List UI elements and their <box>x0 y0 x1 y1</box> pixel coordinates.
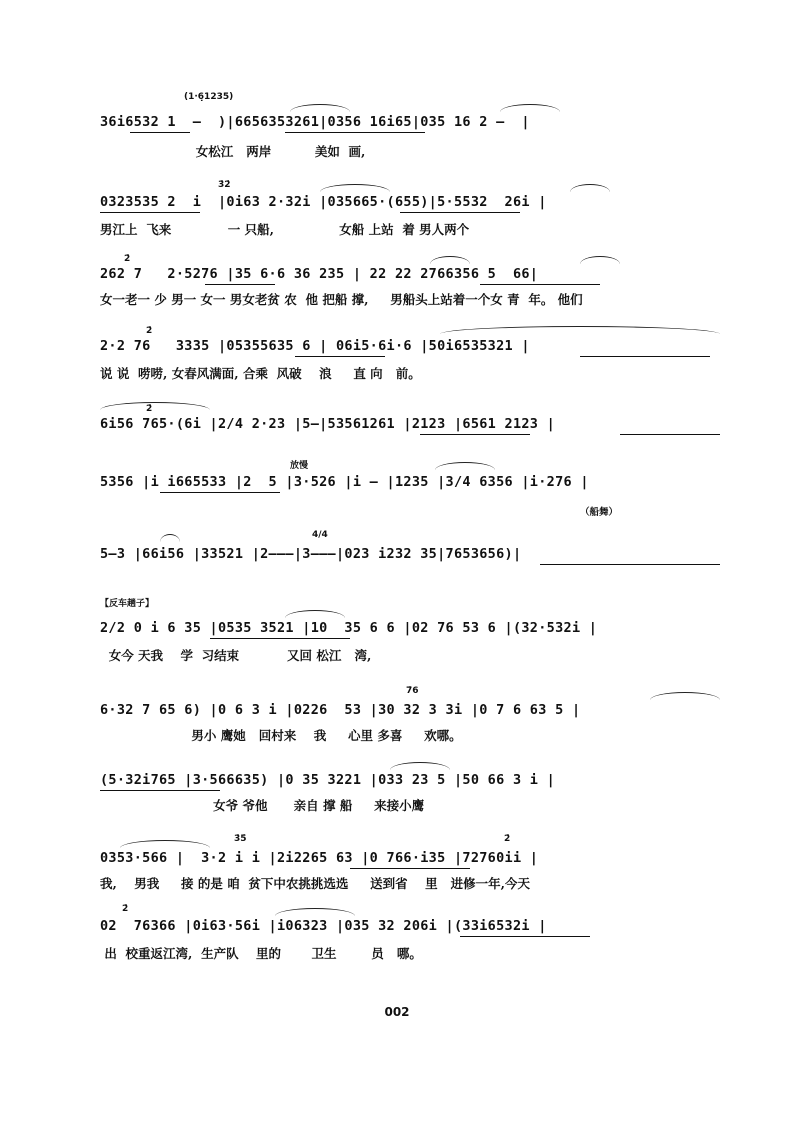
beam-line <box>160 492 280 493</box>
slur-mark <box>650 692 720 700</box>
beam-line <box>540 564 720 565</box>
notation-annotation: (1·6̣1235) <box>184 92 234 102</box>
beam-line <box>620 434 720 435</box>
lyric-line: 出 校重返江湾, 生产队 里的 卫生 员 哪。 <box>100 946 422 961</box>
notation-annotation: 2̇ <box>122 904 129 914</box>
section-marker: 【反车趟子】 <box>100 599 155 609</box>
lyric-line: 女今 天我 学 习结束 又回 松江 湾, <box>100 648 372 663</box>
slur-mark <box>440 326 720 334</box>
notation-annotation: 7̇6 <box>406 686 419 696</box>
notation-annotation: 3̇2̇ <box>218 180 231 190</box>
section-label: （船舞） <box>580 507 619 518</box>
slur-mark <box>570 184 610 192</box>
notation-line: 262 7 2·5276 |35 6·6 36 235 | 22 22 2766356 5 66| <box>100 266 539 282</box>
notation-annotation: 2̇ <box>124 254 131 264</box>
slur-mark <box>320 184 390 192</box>
lyric-line: 男小 鹰她 回村来 我 心里 多喜 欢哪。 <box>100 728 462 743</box>
notation-annotation: 2̇ <box>146 326 153 336</box>
slur-mark <box>500 104 560 112</box>
notation-line: 0353·566 | 3·2 i i |2i2265 63 |0 766·i35 |72760ii | <box>100 850 539 866</box>
lyric-line: 我, 男我 接 的是 咱 贫下中农挑挑选选 送到省 里 进修一年,今天 <box>100 876 530 891</box>
notation-line: 6·32 7 65 6) |0 6 3 i |0226 53 |30 32 3 3i |0 7 6 63 5 | <box>100 702 581 718</box>
notation-annotation: 3̇5̇ <box>234 834 247 844</box>
beam-line <box>350 868 470 869</box>
notation-line: 6i56 765·(6i |2/4 2·23 |5–|53561261 |2123 |6561 2123 | <box>100 416 556 432</box>
slur-mark <box>435 462 495 470</box>
notation-line: 36i6532 1 – )|6656353261|0356 16i65|035 16 2 – | <box>100 114 530 130</box>
slur-mark <box>100 402 210 410</box>
slur-mark <box>275 908 355 916</box>
slur-mark <box>430 256 470 264</box>
slur-mark <box>290 104 350 112</box>
notation-annotation: 2̇ <box>146 404 153 414</box>
notation-annotation: 放慢 <box>290 461 309 471</box>
beam-line <box>295 356 385 357</box>
lyric-line: 男江上 飞来 一 只船, 女船 上站 着 男人两个 <box>100 222 470 237</box>
notation-line: 2·2 76 3335 |05355635 6 | 06i5·6i·6 |50i6535321 | <box>100 338 530 354</box>
lyric-line: 说 说 唠唠, 女春风满面, 合乘 风破 浪 直 向 前。 <box>100 366 421 381</box>
beam-line <box>285 132 425 133</box>
notation-line: 02 76366 |0i63·56i |i06323 |035 32 206i |(33i6532i | <box>100 918 547 934</box>
beam-line <box>400 212 520 213</box>
notation-line: (5·32i765 |3·566635) |0 35 3221 |033 23 5 |50 66 3 i | <box>100 772 556 788</box>
slur-mark <box>160 534 180 542</box>
beam-line <box>460 936 590 937</box>
notation-annotation: 2̇ <box>504 834 511 844</box>
slur-mark <box>390 762 450 770</box>
notation-line: 5356 |i i665533 |2 5 |3·526 |i – |1235 |3/4 6356 |i·276 | <box>100 474 589 490</box>
beam-line <box>210 638 350 639</box>
lyric-line: 女松江 两岸 美如 画, <box>100 144 366 159</box>
beam-line <box>100 790 220 791</box>
lyric-line: 女爷 爷他 亲自 撑 船 来接小鹰 <box>100 798 425 813</box>
slur-mark <box>580 256 620 264</box>
page-number: 002 <box>384 1005 410 1019</box>
beam-line <box>130 132 190 133</box>
beam-line <box>480 284 600 285</box>
lyric-line: 女一老一 少 男一 女一 男女老贫 农 他 把船 撑, 男船头上站着一个女 青 年。 他们 <box>100 292 583 307</box>
beam-line <box>205 284 275 285</box>
beam-line <box>100 212 200 213</box>
slur-mark <box>285 610 345 618</box>
notation-annotation: 4/4 <box>312 530 328 540</box>
notation-line: 2/2 0 i 6 35 |0535 3521 |10 35 6 6 |02 76 53 6 |(32·532i | <box>100 620 598 636</box>
notation-line: 5–3 |66i56 |33521 |2–––|3–––|023 i232 35|7653656)| <box>100 546 522 562</box>
beam-line <box>580 356 710 357</box>
beam-line <box>420 434 530 435</box>
notation-line: 0323535 2 i |0i63 2·32i |035665·(655)|5·5532 26i | <box>100 194 547 210</box>
